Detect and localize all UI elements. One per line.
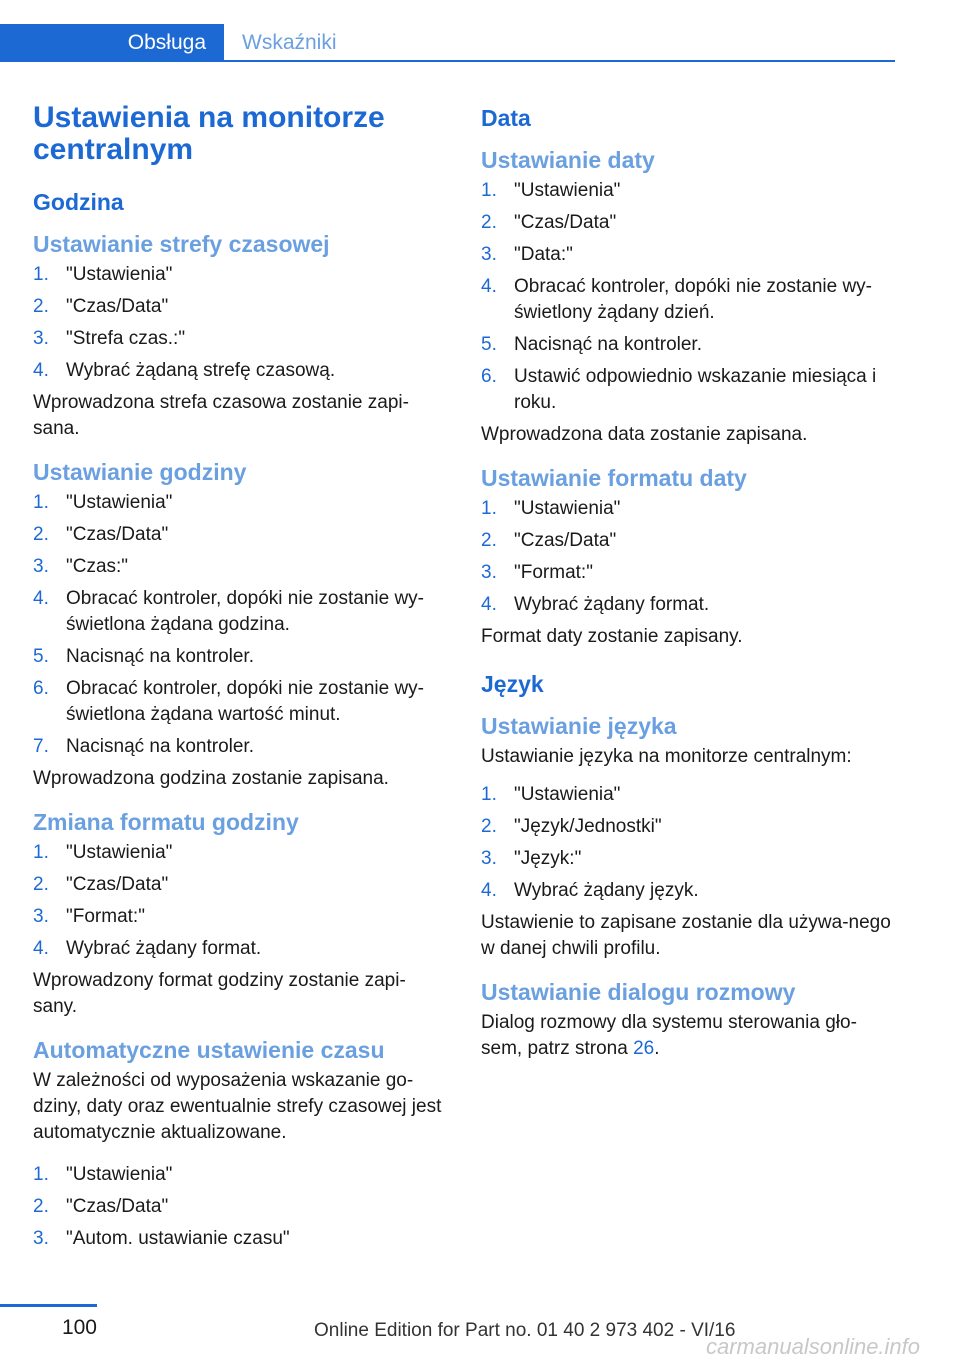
intro-jezyka: Ustawianie języka na monitorze centralnym:: [481, 746, 852, 767]
heading-auto-czas: Automatyczne ustawienie czasu: [33, 1037, 385, 1063]
note-daty: Wprowadzona data zostanie zapisana.: [481, 424, 808, 445]
list-item: 2. "Czas/Data": [481, 530, 617, 551]
heading-dialog: Ustawianie dialogu rozmowy: [481, 979, 796, 1005]
list-item: 1. "Ustawienia": [33, 492, 173, 513]
note-format-godziny: Wprowadzony format godziny zostanie zapi-sany.: [33, 970, 406, 1017]
steps-format-godziny: [33, 840, 443, 962]
list-item: 1. "Ustawienia": [33, 264, 173, 285]
edition-text: Online Edition for Part no. 01 40 2 973 402 - VI/16: [314, 1320, 736, 1341]
tab-obsluga[interactable]: Obsługa: [0, 24, 224, 62]
section-data: Data: [481, 105, 531, 131]
list-item: 4. Obracać kontroler, dopóki nie zostanie wy-świetlony żądany dzień.: [481, 276, 873, 323]
footer-rule: [0, 1304, 97, 1307]
list-item: 2. "Czas/Data": [33, 874, 169, 895]
list-item: 5. Nacisnąć na kontroler.: [481, 334, 702, 355]
list-item: 2. "Czas/Data": [481, 212, 617, 233]
list-item: 3. "Strefa czas.:": [33, 328, 186, 349]
list-item: 3. "Czas:": [33, 556, 129, 577]
page-number: 100: [61, 1316, 97, 1339]
left-column: [33, 96, 443, 1258]
top-bar: [0, 0, 960, 64]
page-link[interactable]: 26: [633, 1038, 655, 1059]
intro-auto-czas: W zależności od wyposażenia wskazanie go-dziny, daty oraz ewentualnie strefy czasowej jest automatycznie aktualizowane.: [33, 1070, 442, 1143]
list-item: 3. "Autom. ustawianie czasu": [33, 1228, 290, 1249]
tab-wskazniki[interactable]: Wskaźniki: [242, 31, 337, 54]
heading-daty: Ustawianie daty: [481, 147, 655, 173]
note-format-daty: Format daty zostanie zapisany.: [481, 626, 743, 647]
list-item: 3. "Format:": [481, 562, 593, 583]
steps-format-daty: [481, 496, 891, 618]
list-item: 4. Wybrać żądany język.: [481, 880, 699, 901]
note-godziny: Wprowadzona godzina zostanie zapisana.: [33, 768, 389, 789]
list-item: 2. "Czas/Data": [33, 1196, 169, 1217]
list-item: 4. Wybrać żądany format.: [481, 594, 710, 615]
list-item: 5. Nacisnąć na kontroler.: [33, 646, 254, 667]
list-item: 6. Ustawić odpowiednio wskazanie miesiąca i roku.: [481, 366, 877, 413]
list-item: 3. "Data:": [481, 244, 573, 265]
steps-auto-czas: [33, 1162, 443, 1252]
page-title: Ustawienia na monitorze centralnym: [33, 101, 385, 166]
header-rule: [0, 60, 895, 62]
heading-godziny: Ustawianie godziny: [33, 459, 247, 485]
list-item: 6. Obracać kontroler, dopóki nie zostanie wy-świetlona żądana wartość minut.: [33, 678, 425, 725]
list-item: 1. "Ustawienia": [33, 842, 173, 863]
list-item: 3. "Format:": [33, 906, 145, 927]
steps-jezyka: [481, 782, 891, 904]
list-item: 1. "Ustawienia": [33, 1164, 173, 1185]
list-item: 2. "Czas/Data": [33, 524, 169, 545]
list-item: 1. "Ustawienia": [481, 180, 621, 201]
list-item: 4. Obracać kontroler, dopóki nie zostanie wy-świetlona żądana godzina.: [33, 588, 425, 635]
steps-strefa: [33, 262, 443, 384]
heading-strefa: Ustawianie strefy czasowej: [33, 231, 330, 257]
right-column: [481, 96, 891, 1078]
list-item: 3. "Język:": [481, 848, 582, 869]
section-jezyk: Język: [481, 671, 544, 697]
heading-format-daty: Ustawianie formatu daty: [481, 465, 747, 491]
list-item: 2. "Język/Jednostki": [481, 816, 662, 837]
text-dialog: Dialog rozmowy dla systemu sterowania gło-sem, patrz strona 26.: [481, 1012, 857, 1059]
steps-daty: [481, 178, 891, 416]
list-item: 4. Wybrać żądaną strefę czasową.: [33, 360, 336, 381]
list-item: 1. "Ustawienia": [481, 784, 621, 805]
watermark: carmanualsonline.info: [706, 1334, 921, 1359]
list-item: 4. Wybrać żądany format.: [33, 938, 262, 959]
heading-format-godziny: Zmiana formatu godziny: [33, 809, 299, 835]
section-godzina: Godzina: [33, 189, 124, 215]
list-item: 2. "Czas/Data": [33, 296, 169, 317]
heading-jezyka: Ustawianie języka: [481, 713, 677, 739]
steps-godziny: [33, 490, 443, 760]
note-strefa: Wprowadzona strefa czasowa zostanie zapi-sana.: [33, 392, 409, 439]
list-item: 7. Nacisnąć na kontroler.: [33, 736, 254, 757]
list-item: 1. "Ustawienia": [481, 498, 621, 519]
note-jezyka: Ustawienie to zapisane zostanie dla używa-nego w danej chwili profilu.: [481, 912, 891, 959]
